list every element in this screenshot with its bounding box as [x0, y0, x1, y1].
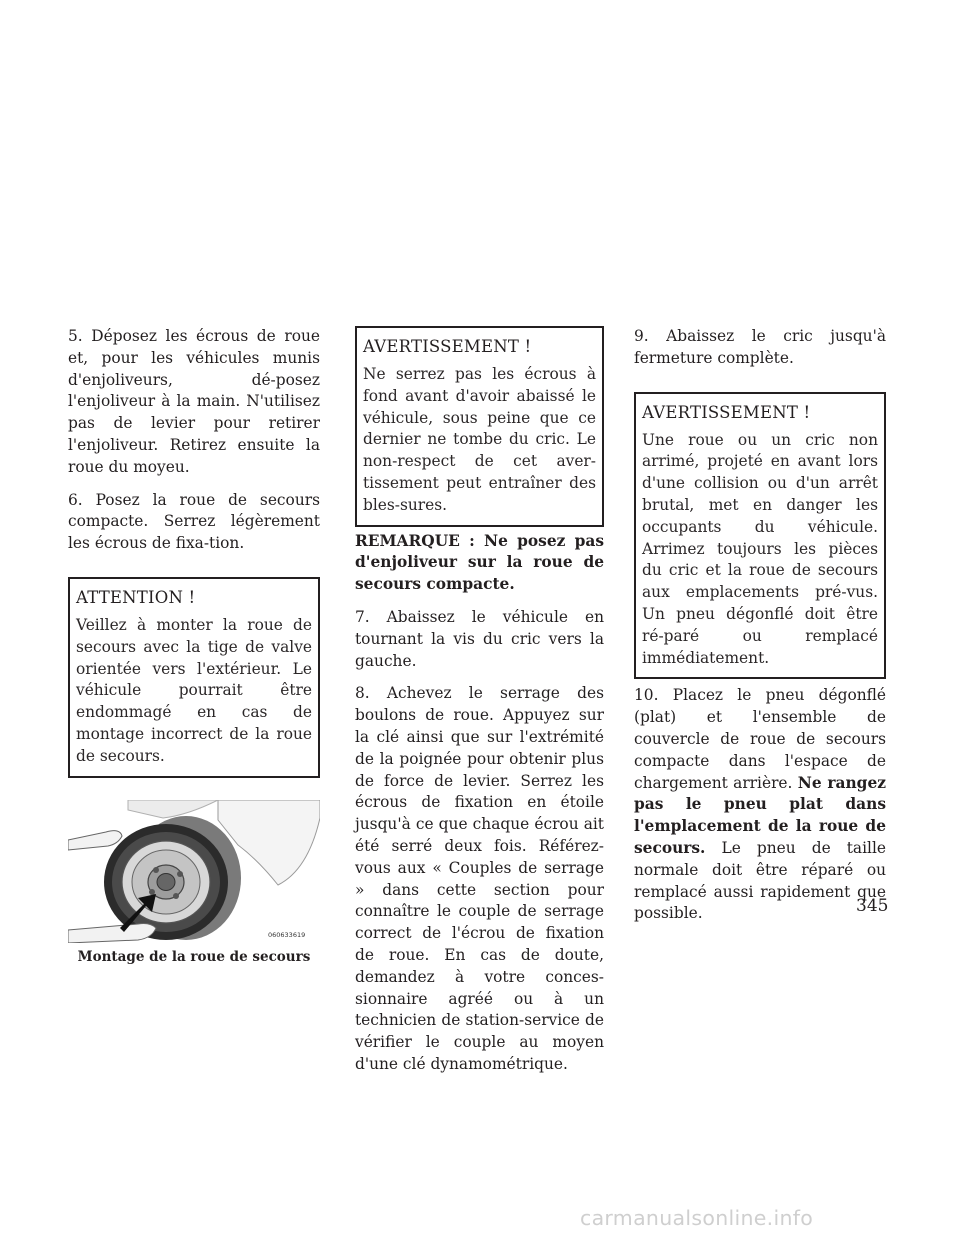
spare-wheel-illustration [68, 800, 320, 943]
step-10-bold: Ne rangez pas le pneu plat dans l'emplacement de la roue de secours. [634, 773, 886, 857]
watermark: carmanualsonline.info [580, 1206, 814, 1230]
step-10-text [634, 685, 889, 925]
step-9-text: 9. Abaissez le cric jusqu'à fermeture complète. [634, 327, 886, 367]
column-middle [355, 326, 604, 1087]
attention-body: Veillez à monter la roue de secours avec la tige de valve orientée vers l'extérieur. Le véhicule pourrait être endommagé en cas de montage incorrect de la roue de secours. [76, 615, 312, 765]
attention-title: ATTENTION ! [76, 587, 196, 607]
step-10-end: Le pneu de taille normale doit être réparé ou remplacé aussi rapidement que possible. [634, 838, 886, 923]
step-10-start: 10. Placez le pneu dégonflé (plat) et l'ensemble de couvercle de roue de secours compacte dans l'espace de chargement arrière. [634, 686, 886, 792]
figure-code: 060633619 [268, 930, 306, 939]
step-6-text: 6. Posez la roue de secours compacte. Serrez légèrement les écrous de fixa-tion. [68, 490, 320, 553]
warning-title-1: AVERTISSEMENT ! [363, 337, 532, 356]
warning-box-2 [634, 392, 886, 680]
column-left [68, 326, 320, 966]
warning-body-1: Ne serrez pas les écrous à fond avant d'avoir abaissé le véhicule, sous peine que ce dernier ne tombe du cric. Le non-respect de cet aver-tissement peut entraîner des bles-sures. [363, 365, 596, 514]
figure-caption: Montage de la roue de secours [77, 948, 311, 965]
note-text: REMARQUE : Ne posez pas d'enjoliveur sur la roue de secours compacte. [355, 531, 604, 594]
warning-body-2: Une roue ou un cric non arrimé, projeté en avant lors d'une collision ou d'un arrêt brutal, met en danger les occupants du véhicule. Arrimez toujours les pièces du cric et la roue de secours aux emplacements pré-vus. Un pneu dégonflé doit être ré-paré ou remplacé immédiatement. [642, 430, 878, 667]
step-8-text: 8. Achevez le serrage des boulons de roue. Appuyez sur la clé ainsi que sur l'extrémité de la poignée pour obtenir plus de force de levier. Serrez les écrous de fixation en étoile jusqu'à ce que chaque écrou ait été serré deux fois. Référez-vous aux « Couples de serrage » dans cette section pour connaître le couple de serrage correct de l'écrou de fixation de roue. En cas de doute, demandez à votre conces-sionnaire agréé ou à un technicien de station-service de vérifier le couple au moyen d'une clé dynamométrique. [355, 684, 604, 1073]
attention-box [68, 577, 320, 778]
warning-title-2: AVERTISSEMENT ! [642, 402, 811, 422]
warning-box-1 [355, 326, 604, 527]
step-5-text: 5. Déposez les écrous de roue et, pour les véhicules munis d'enjoliveurs, dé-posez l'enjoliveur à la main. N'utilisez pas de levier pour retirer l'enjoliveur. Retirez ensuite la roue du moyeu. [68, 327, 320, 476]
step-7-text: 7. Abaissez le véhicule en tournant la vis du cric vers la gauche. [355, 607, 604, 670]
page-number: 345 [856, 896, 889, 916]
column-right [634, 326, 889, 936]
spare-wheel-figure [68, 800, 320, 943]
